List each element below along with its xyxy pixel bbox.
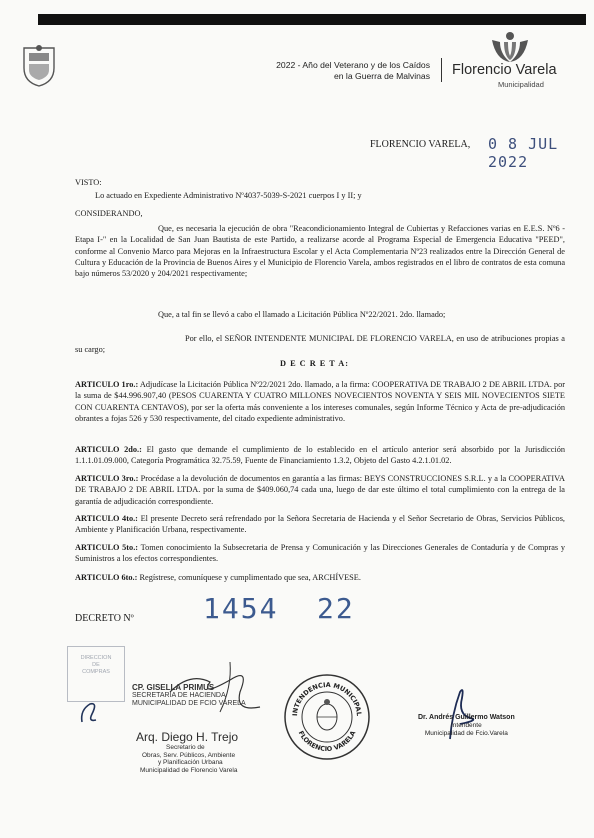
initial-signature-icon (78, 700, 102, 726)
article-6-text: Regístrese, comuníquese y cumplimentado que sea, ARCHÍVESE. (139, 573, 361, 582)
obras-signer-role1: Secretario de (166, 744, 205, 751)
intendente-role: Intendente (450, 722, 482, 729)
article-2-label: ARTICULO 2do.: (75, 445, 142, 454)
signature-block-intendente (418, 714, 515, 738)
hacienda-signer-role: SECRETARIA DE HACIENDA (132, 692, 226, 699)
place-label: FLORENCIO VARELA, (370, 139, 471, 150)
date-stamp: 0 8 JUL 2022 (488, 135, 559, 171)
obras-signer-role4: Municipalidad de Florencio Varela (140, 766, 238, 774)
article-4 (75, 513, 565, 536)
svg-text:FLORENCIO VARELA (297, 729, 358, 753)
obras-signer-role2: Obras, Serv. Públicos, Ambiente (142, 751, 236, 759)
decree-year-stamp: 22 (317, 592, 355, 625)
article-3-text: Procédase a la devolución de documentos en garantía a las firmas: BEYS CONSTRUCCIONES S.R.L. y a la COOPERATIVA DE TRABAJO 2 DE ABRIL LTDA. por la suma de $409.060,74 cada una, luego de dar este último el total cumplimiento con la entrega de la garantía de adjudicación correspondiente. (75, 474, 566, 506)
article-1-text: Adjudícase la Licitación Pública Nº22/2021 2do. llamado, a la firma: COOPERATIVA DE TRABAJO 2 DE ABRIL LTDA. por la suma de $44.996.907,40 (PESOS CUARENTA Y CUATRO MILLONES NOVECIENTOS NOVENTA Y SEIS MIL NOVECIENTOS SIETE CON CUARENTA CENTAVOS), por ser la oferta más conveniente a los intereses comunales, según Informe Técnico y Acta de pre-adjudicación obrantes a fojas 526 y 530 respectivamente, del citado expediente administrativo. (75, 380, 565, 423)
article-2-text: El gasto que demande el cumplimiento de lo establecido en el artículo anterior será absorbido por la Jurisdicción 1.1.1.01.09.000, Categoría Programática 32.75.59, Fuente de Financiamiento 1.3.2, Objeto del Gasto 4.2.1.01.02. (75, 445, 566, 466)
article-3 (75, 473, 565, 507)
article-6 (75, 572, 565, 583)
year-motto (220, 60, 430, 82)
article-3-label: ARTICULO 3ro.: (75, 474, 139, 483)
article-1 (75, 379, 565, 424)
article-2 (75, 444, 565, 467)
decreta-heading: D E C R E T A: (280, 359, 350, 368)
article-5-label: ARTICULO 5to.: (75, 543, 139, 552)
article-1-label: ARTICULO 1ro.: (75, 380, 139, 389)
header-black-bar (38, 14, 586, 25)
signature-block-obras (136, 730, 238, 774)
compras-stamp-line1: DIRECCION (80, 655, 112, 661)
florencio-varela-logo-icon (486, 30, 534, 64)
municipal-crest-icon (20, 44, 58, 88)
intendencia-seal (282, 672, 372, 762)
obras-signer-role3: y Planificación Urbana (158, 759, 223, 766)
considerando-paragraph-3: Por ello, el SEÑOR INTENDENTE MUNICIPAL DE FLORENCIO VARELA, en uso de atribuciones propias a su cargo; (75, 334, 565, 355)
municipality-name: Florencio Varela (452, 62, 557, 78)
year-motto-line1: 2022 - Año del Veterano y de los Caídos (276, 60, 430, 70)
considerando-paragraph-1: Que, es necesaria la ejecución de obra "Reacondicionamiento Integral de Cubiertas y Refacciones varias en E.E.S. Nº6 -Etapa I-" en la Localidad de San Juan Bautista de este Partido, a realizarse acorde al Programa Especial de Emergencia Educativa "PEED", conforme al Convenio Marco para Mejoras en la Infraestructura Escolar y el Acta Complementaria Nº23 realizados entre la Dirección General de Cultura y Educación de la Provincia de Buenos Aires y el Municipio de Florencio Varela, ambos registrados en el libro de contratos de esta comuna bajo números 53/2020 y 204/2021 respectivamente; (75, 224, 565, 279)
seal-top-text: INTENDENCIA MUNICIPAL (291, 680, 364, 717)
article-5-text: Tomen conocimiento la Subsecretaria de Prensa y Comunicación y las Direcciones Generales de Contaduría y de Compras y Suministros a los efectos correspondientes. (75, 543, 565, 564)
hacienda-signer-name: CP. GISELLA PRIMUS (132, 683, 215, 692)
signature-block-hacienda (132, 684, 246, 708)
obras-signer-name: Arq. Diego H. Trejo (136, 730, 239, 744)
visto-text: Lo actuado en Expediente Administrativo Nº4037-5039-S-2021 cuerpos I y II; y (95, 191, 362, 200)
svg-text:INTENDENCIA MUNICIPAL (291, 681, 363, 716)
compras-stamp (67, 646, 125, 702)
decree-number-stamp: 1454 (203, 592, 279, 625)
compras-stamp-line3: COMPRAS (82, 669, 110, 675)
considerando-label: CONSIDERANDO, (75, 209, 143, 218)
year-motto-line2: en la Guerra de Malvinas (333, 71, 430, 81)
seal-bottom-text: FLORENCIO VARELA (296, 729, 358, 754)
article-4-label: ARTICULO 4to.: (75, 514, 138, 523)
intendente-name: Dr. Andrés Guillermo Watson (418, 714, 515, 721)
intendente-office: Municipalidad de Fcio.Varela (424, 730, 508, 737)
compras-stamp-line2: DE (92, 662, 100, 668)
article-6-label: ARTICULO 6to.: (75, 573, 138, 582)
article-5 (75, 542, 565, 565)
visto-label: VISTO: (75, 178, 102, 187)
decree-number-label: DECRETO Nº (75, 613, 134, 624)
hacienda-signer-office: MUNICIPALIDAD DE FCIO VARELA (132, 700, 246, 707)
municipality-subtitle: Municipalidad (498, 80, 544, 89)
article-4-text: El presente Decreto será refrendado por la Señora Secretaria de Hacienda y el Señor Secretario de Obras, Servicios Públicos, Ambiente y Planificación Urbana, respectivamente. (75, 514, 565, 535)
header-separator (441, 58, 442, 82)
considerando-paragraph-2: Que, a tal fin se llevó a cabo el llamado a Licitación Pública Nº22/2021. 2do. llamado; (158, 310, 446, 319)
